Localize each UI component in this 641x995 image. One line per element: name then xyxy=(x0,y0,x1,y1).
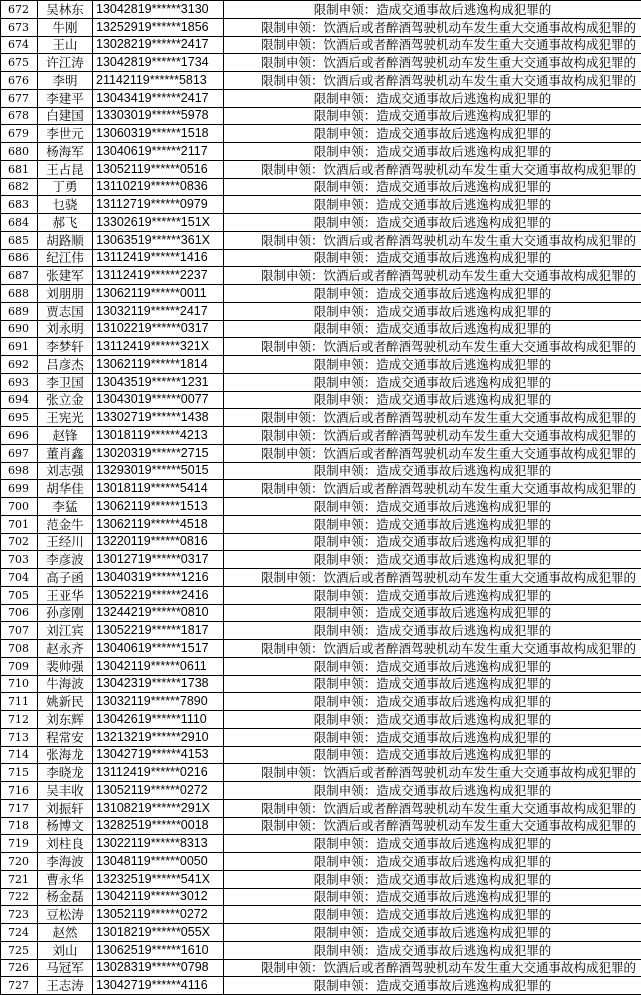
row-number-cell: 707 xyxy=(1,622,38,640)
name-cell: 丁勇 xyxy=(38,178,93,196)
restriction-reason-cell: 限制申领：造成交通事故后逃逸构成犯罪的 xyxy=(224,728,641,746)
restriction-reason-cell: 限制申领：饮酒后或者醉酒驾驶机动车发生重大交通事故构成犯罪的 xyxy=(224,959,641,977)
table-row xyxy=(1,54,641,72)
name-cell: 李梦轩 xyxy=(38,338,93,356)
row-number-cell: 684 xyxy=(1,214,38,232)
name-cell: 张海龙 xyxy=(38,746,93,764)
id-number-cell: 13043519******1231 xyxy=(93,373,224,391)
id-number-cell: 13022119******8313 xyxy=(93,835,224,853)
name-cell: 刘江宾 xyxy=(38,622,93,640)
table-row xyxy=(1,640,641,658)
restriction-reason-cell: 限制申领：饮酒后或者醉酒驾驶机动车发生重大交通事故构成犯罪的 xyxy=(224,18,641,36)
row-number-cell: 694 xyxy=(1,391,38,409)
name-cell: 赵锋 xyxy=(38,427,93,445)
name-cell: 贾志国 xyxy=(38,302,93,320)
name-cell: 刘朋朋 xyxy=(38,285,93,303)
name-cell: 刘柱良 xyxy=(38,835,93,853)
id-number-cell: 13052219******1817 xyxy=(93,622,224,640)
name-cell: 李明 xyxy=(38,72,93,90)
name-cell: 刘振轩 xyxy=(38,799,93,817)
name-cell: 王山 xyxy=(38,36,93,54)
row-number-cell: 720 xyxy=(1,853,38,871)
restriction-reason-cell: 限制申领：饮酒后或者醉酒驾驶机动车发生重大交通事故构成犯罪的 xyxy=(224,54,641,72)
id-number-cell: 13028319******0798 xyxy=(93,959,224,977)
table-row xyxy=(1,338,641,356)
id-number-cell: 13028219******2417 xyxy=(93,36,224,54)
id-number-cell: 13244219******0810 xyxy=(93,604,224,622)
row-number-cell: 692 xyxy=(1,356,38,374)
id-number-cell: 13012719******0317 xyxy=(93,551,224,569)
name-cell: 董肖鑫 xyxy=(38,444,93,462)
restriction-reason-cell: 限制申领：造成交通事故后逃逸构成犯罪的 xyxy=(224,1,641,19)
table-row xyxy=(1,533,641,551)
id-number-cell: 13018119******4213 xyxy=(93,427,224,445)
row-number-cell: 722 xyxy=(1,888,38,906)
id-number-cell: 13052119******0516 xyxy=(93,160,224,178)
id-number-cell: 13052119******0272 xyxy=(93,906,224,924)
restriction-reason-cell: 限制申领：饮酒后或者醉酒驾驶机动车发生重大交通事故构成犯罪的 xyxy=(224,427,641,445)
table-row xyxy=(1,231,641,249)
table-row xyxy=(1,160,641,178)
row-number-cell: 674 xyxy=(1,36,38,54)
row-number-cell: 718 xyxy=(1,817,38,835)
name-cell: 杨金磊 xyxy=(38,888,93,906)
row-number-cell: 688 xyxy=(1,285,38,303)
restriction-reason-cell: 限制申领：造成交通事故后逃逸构成犯罪的 xyxy=(224,586,641,604)
row-number-cell: 683 xyxy=(1,196,38,214)
table-row xyxy=(1,444,641,462)
table-row xyxy=(1,320,641,338)
table-row xyxy=(1,675,641,693)
table-row xyxy=(1,622,641,640)
table-row xyxy=(1,764,641,782)
restriction-reason-cell: 限制申领：造成交通事故后逃逸构成犯罪的 xyxy=(224,977,641,995)
table-row xyxy=(1,941,641,959)
name-cell: 牛刚 xyxy=(38,18,93,36)
table-row xyxy=(1,498,641,516)
row-number-cell: 708 xyxy=(1,640,38,658)
name-cell: 王亚华 xyxy=(38,586,93,604)
id-number-cell: 13063519******361X xyxy=(93,231,224,249)
table-row xyxy=(1,870,641,888)
id-number-cell: 13060319******1518 xyxy=(93,125,224,143)
name-cell: 李海波 xyxy=(38,853,93,871)
restriction-reason-cell: 限制申领：造成交通事故后逃逸构成犯罪的 xyxy=(224,143,641,161)
restriction-reason-cell: 限制申领：饮酒后或者醉酒驾驶机动车发生重大交通事故构成犯罪的 xyxy=(224,338,641,356)
restriction-reason-cell: 限制申领：饮酒后或者醉酒驾驶机动车发生重大交通事故构成犯罪的 xyxy=(224,640,641,658)
row-number-cell: 727 xyxy=(1,977,38,995)
name-cell: 李猛 xyxy=(38,498,93,516)
restriction-reason-cell: 限制申领：饮酒后或者醉酒驾驶机动车发生重大交通事故构成犯罪的 xyxy=(224,72,641,90)
name-cell: 杨博文 xyxy=(38,817,93,835)
restriction-reason-cell: 限制申领：造成交通事故后逃逸构成犯罪的 xyxy=(224,302,641,320)
row-number-cell: 689 xyxy=(1,302,38,320)
row-number-cell: 703 xyxy=(1,551,38,569)
table-row xyxy=(1,551,641,569)
restriction-reason-cell: 限制申领：造成交通事故后逃逸构成犯罪的 xyxy=(224,249,641,267)
name-cell: 姚新民 xyxy=(38,693,93,711)
table-row xyxy=(1,302,641,320)
restriction-reason-cell: 限制申领：造成交通事故后逃逸构成犯罪的 xyxy=(224,675,641,693)
table-row xyxy=(1,604,641,622)
table-row xyxy=(1,746,641,764)
id-number-cell: 13112719******0979 xyxy=(93,196,224,214)
id-number-cell: 13112419******1416 xyxy=(93,249,224,267)
name-cell: 李晓龙 xyxy=(38,764,93,782)
id-number-cell: 13108219******291X xyxy=(93,799,224,817)
id-number-cell: 13040619******1517 xyxy=(93,640,224,658)
row-number-cell: 705 xyxy=(1,586,38,604)
table-row xyxy=(1,924,641,942)
name-cell: 高子函 xyxy=(38,569,93,587)
restriction-reason-cell: 限制申领：饮酒后或者醉酒驾驶机动车发生重大交通事故构成犯罪的 xyxy=(224,409,641,427)
table-row xyxy=(1,18,641,36)
row-number-cell: 680 xyxy=(1,143,38,161)
restriction-reason-cell: 限制申领：造成交通事故后逃逸构成犯罪的 xyxy=(224,906,641,924)
row-number-cell: 696 xyxy=(1,427,38,445)
row-number-cell: 675 xyxy=(1,54,38,72)
id-number-cell: 13112419******321X xyxy=(93,338,224,356)
restriction-reason-cell: 限制申领：饮酒后或者醉酒驾驶机动车发生重大交通事故构成犯罪的 xyxy=(224,764,641,782)
restriction-reason-cell: 限制申领：造成交通事故后逃逸构成犯罪的 xyxy=(224,622,641,640)
name-cell: 王占昆 xyxy=(38,160,93,178)
table-row xyxy=(1,569,641,587)
table-row xyxy=(1,391,641,409)
name-cell: 李建平 xyxy=(38,89,93,107)
row-number-cell: 706 xyxy=(1,604,38,622)
id-number-cell: 13042119******3012 xyxy=(93,888,224,906)
row-number-cell: 695 xyxy=(1,409,38,427)
table-row xyxy=(1,89,641,107)
restriction-reason-cell: 限制申领：饮酒后或者醉酒驾驶机动车发生重大交通事故构成犯罪的 xyxy=(224,480,641,498)
table-row xyxy=(1,356,641,374)
name-cell: 张建军 xyxy=(38,267,93,285)
table-row xyxy=(1,586,641,604)
row-number-cell: 701 xyxy=(1,515,38,533)
table-row xyxy=(1,888,641,906)
restriction-reason-cell: 限制申领：造成交通事故后逃逸构成犯罪的 xyxy=(224,888,641,906)
row-number-cell: 672 xyxy=(1,1,38,19)
row-number-cell: 724 xyxy=(1,924,38,942)
restriction-reason-cell: 限制申领：造成交通事故后逃逸构成犯罪的 xyxy=(224,604,641,622)
table-row xyxy=(1,835,641,853)
row-number-cell: 725 xyxy=(1,941,38,959)
table-row xyxy=(1,782,641,800)
id-number-cell: 13062119******1513 xyxy=(93,498,224,516)
restriction-reason-cell: 限制申领：造成交通事故后逃逸构成犯罪的 xyxy=(224,515,641,533)
row-number-cell: 697 xyxy=(1,444,38,462)
name-cell: 牛海波 xyxy=(38,675,93,693)
name-cell: 程常安 xyxy=(38,728,93,746)
name-cell: 刘永明 xyxy=(38,320,93,338)
id-number-cell: 13018119******5414 xyxy=(93,480,224,498)
name-cell: 孙彦刚 xyxy=(38,604,93,622)
id-number-cell: 13110219******0836 xyxy=(93,178,224,196)
row-number-cell: 726 xyxy=(1,959,38,977)
name-cell: 郝飞 xyxy=(38,214,93,232)
restriction-reason-cell: 限制申领：饮酒后或者醉酒驾驶机动车发生重大交通事故构成犯罪的 xyxy=(224,267,641,285)
id-number-cell: 13112419******0216 xyxy=(93,764,224,782)
id-number-cell: 13032119******7890 xyxy=(93,693,224,711)
id-number-cell: 21142119******5813 xyxy=(93,72,224,90)
name-cell: 赵永齐 xyxy=(38,640,93,658)
name-cell: 吴林东 xyxy=(38,1,93,19)
name-cell: 纪江伟 xyxy=(38,249,93,267)
id-number-cell: 13112419******2237 xyxy=(93,267,224,285)
name-cell: 裴帅强 xyxy=(38,657,93,675)
table-row xyxy=(1,373,641,391)
restriction-reason-cell: 限制申领：造成交通事故后逃逸构成犯罪的 xyxy=(224,551,641,569)
table-row xyxy=(1,799,641,817)
table-row xyxy=(1,906,641,924)
id-number-cell: 13102219******0317 xyxy=(93,320,224,338)
table-row xyxy=(1,214,641,232)
row-number-cell: 693 xyxy=(1,373,38,391)
table-row xyxy=(1,196,641,214)
restriction-reason-cell: 限制申领：造成交通事故后逃逸构成犯罪的 xyxy=(224,373,641,391)
table-row xyxy=(1,462,641,480)
name-cell: 曹永华 xyxy=(38,870,93,888)
name-cell: 刘山 xyxy=(38,941,93,959)
record-table-body xyxy=(1,1,641,995)
name-cell: 王经川 xyxy=(38,533,93,551)
id-number-cell: 13303019******5978 xyxy=(93,107,224,125)
restriction-reason-cell: 限制申领：造成交通事故后逃逸构成犯罪的 xyxy=(224,782,641,800)
restriction-reason-cell: 限制申领：饮酒后或者醉酒驾驶机动车发生重大交通事故构成犯罪的 xyxy=(224,799,641,817)
id-number-cell: 13062119******4518 xyxy=(93,515,224,533)
restriction-reason-cell: 限制申领：造成交通事故后逃逸构成犯罪的 xyxy=(224,498,641,516)
row-number-cell: 723 xyxy=(1,906,38,924)
restriction-reason-cell: 限制申领：造成交通事故后逃逸构成犯罪的 xyxy=(224,746,641,764)
id-number-cell: 13040319******1216 xyxy=(93,569,224,587)
restriction-reason-cell: 限制申领：饮酒后或者醉酒驾驶机动车发生重大交通事故构成犯罪的 xyxy=(224,817,641,835)
name-cell: 王宪光 xyxy=(38,409,93,427)
id-number-cell: 13062119******1814 xyxy=(93,356,224,374)
row-number-cell: 721 xyxy=(1,870,38,888)
restriction-reason-cell: 限制申领：造成交通事故后逃逸构成犯罪的 xyxy=(224,107,641,125)
id-number-cell: 13213219******2910 xyxy=(93,728,224,746)
row-number-cell: 711 xyxy=(1,693,38,711)
name-cell: 刘志强 xyxy=(38,462,93,480)
restriction-reason-cell: 限制申领：造成交通事故后逃逸构成犯罪的 xyxy=(224,89,641,107)
table-row xyxy=(1,959,641,977)
table-row xyxy=(1,728,641,746)
table-row xyxy=(1,1,641,19)
row-number-cell: 715 xyxy=(1,764,38,782)
row-number-cell: 673 xyxy=(1,18,38,36)
name-cell: 李卫国 xyxy=(38,373,93,391)
id-number-cell: 13043419******2417 xyxy=(93,89,224,107)
table-row xyxy=(1,72,641,90)
row-number-cell: 678 xyxy=(1,107,38,125)
name-cell: 王志涛 xyxy=(38,977,93,995)
table-row xyxy=(1,249,641,267)
table-row xyxy=(1,409,641,427)
restriction-reason-cell: 限制申领：饮酒后或者醉酒驾驶机动车发生重大交通事故构成犯罪的 xyxy=(224,231,641,249)
restriction-reason-cell: 限制申领：造成交通事故后逃逸构成犯罪的 xyxy=(224,214,641,232)
name-cell: 杨海军 xyxy=(38,143,93,161)
row-number-cell: 716 xyxy=(1,782,38,800)
restriction-reason-cell: 限制申领：造成交通事故后逃逸构成犯罪的 xyxy=(224,391,641,409)
table-row xyxy=(1,267,641,285)
table-row xyxy=(1,125,641,143)
table-row xyxy=(1,427,641,445)
table-row xyxy=(1,711,641,729)
table-row xyxy=(1,657,641,675)
id-number-cell: 13043019******0077 xyxy=(93,391,224,409)
name-cell: 范金牛 xyxy=(38,515,93,533)
row-number-cell: 699 xyxy=(1,480,38,498)
restriction-reason-cell: 限制申领：造成交通事故后逃逸构成犯罪的 xyxy=(224,835,641,853)
id-number-cell: 13232519******541X xyxy=(93,870,224,888)
row-number-cell: 690 xyxy=(1,320,38,338)
id-number-cell: 13042119******0611 xyxy=(93,657,224,675)
id-number-cell: 13220119******0816 xyxy=(93,533,224,551)
table-row xyxy=(1,285,641,303)
restriction-reason-cell: 限制申领：造成交通事故后逃逸构成犯罪的 xyxy=(224,711,641,729)
row-number-cell: 681 xyxy=(1,160,38,178)
id-number-cell: 13042819******3130 xyxy=(93,1,224,19)
name-cell: 李世元 xyxy=(38,125,93,143)
name-cell: 乜骁 xyxy=(38,196,93,214)
table-row xyxy=(1,107,641,125)
table-row xyxy=(1,143,641,161)
name-cell: 胡华佳 xyxy=(38,480,93,498)
row-number-cell: 700 xyxy=(1,498,38,516)
row-number-cell: 677 xyxy=(1,89,38,107)
name-cell: 白建国 xyxy=(38,107,93,125)
table-row xyxy=(1,977,641,995)
name-cell: 马冠军 xyxy=(38,959,93,977)
name-cell: 张立金 xyxy=(38,391,93,409)
restriction-reason-cell: 限制申领：造成交通事故后逃逸构成犯罪的 xyxy=(224,320,641,338)
row-number-cell: 712 xyxy=(1,711,38,729)
id-number-cell: 13032119******2417 xyxy=(93,302,224,320)
table-row xyxy=(1,178,641,196)
id-number-cell: 13042819******1734 xyxy=(93,54,224,72)
restriction-reason-cell: 限制申领：造成交通事故后逃逸构成犯罪的 xyxy=(224,941,641,959)
table-row xyxy=(1,693,641,711)
row-number-cell: 714 xyxy=(1,746,38,764)
restriction-reason-cell: 限制申领：造成交通事故后逃逸构成犯罪的 xyxy=(224,196,641,214)
id-number-cell: 13048119******0050 xyxy=(93,853,224,871)
id-number-cell: 13052119******0272 xyxy=(93,782,224,800)
row-number-cell: 676 xyxy=(1,72,38,90)
name-cell: 吴丰收 xyxy=(38,782,93,800)
id-number-cell: 13062519******1610 xyxy=(93,941,224,959)
name-cell: 豆松涛 xyxy=(38,906,93,924)
row-number-cell: 679 xyxy=(1,125,38,143)
restriction-reason-cell: 限制申领：饮酒后或者醉酒驾驶机动车发生重大交通事故构成犯罪的 xyxy=(224,444,641,462)
id-number-cell: 13042719******4153 xyxy=(93,746,224,764)
id-number-cell: 13052219******2416 xyxy=(93,586,224,604)
id-number-cell: 13020319******2715 xyxy=(93,444,224,462)
name-cell: 赵然 xyxy=(38,924,93,942)
restriction-reason-cell: 限制申领：造成交通事故后逃逸构成犯罪的 xyxy=(224,924,641,942)
restriction-reason-cell: 限制申领：造成交通事故后逃逸构成犯罪的 xyxy=(224,462,641,480)
table-row xyxy=(1,515,641,533)
id-number-cell: 13282519******0018 xyxy=(93,817,224,835)
row-number-cell: 704 xyxy=(1,569,38,587)
table-row xyxy=(1,480,641,498)
row-number-cell: 719 xyxy=(1,835,38,853)
id-number-cell: 13062119******0011 xyxy=(93,285,224,303)
id-number-cell: 13302619******151X xyxy=(93,214,224,232)
id-number-cell: 13252919******1856 xyxy=(93,18,224,36)
restriction-reason-cell: 限制申领：造成交通事故后逃逸构成犯罪的 xyxy=(224,657,641,675)
id-number-cell: 13302719******1438 xyxy=(93,409,224,427)
table-row xyxy=(1,853,641,871)
restriction-reason-cell: 限制申领：造成交通事故后逃逸构成犯罪的 xyxy=(224,285,641,303)
row-number-cell: 717 xyxy=(1,799,38,817)
restriction-reason-cell: 限制申领：造成交通事故后逃逸构成犯罪的 xyxy=(224,853,641,871)
restriction-reason-cell: 限制申领：造成交通事故后逃逸构成犯罪的 xyxy=(224,533,641,551)
table-row xyxy=(1,817,641,835)
row-number-cell: 687 xyxy=(1,267,38,285)
row-number-cell: 698 xyxy=(1,462,38,480)
name-cell: 许江涛 xyxy=(38,54,93,72)
table-row xyxy=(1,36,641,54)
name-cell: 刘东辉 xyxy=(38,711,93,729)
restriction-reason-cell: 限制申领：饮酒后或者醉酒驾驶机动车发生重大交通事故构成犯罪的 xyxy=(224,36,641,54)
restriction-reason-cell: 限制申领：饮酒后或者醉酒驾驶机动车发生重大交通事故构成犯罪的 xyxy=(224,160,641,178)
row-number-cell: 713 xyxy=(1,728,38,746)
id-number-cell: 13042319******1738 xyxy=(93,675,224,693)
row-number-cell: 686 xyxy=(1,249,38,267)
row-number-cell: 691 xyxy=(1,338,38,356)
name-cell: 李彦波 xyxy=(38,551,93,569)
id-number-cell: 13018219******055X xyxy=(93,924,224,942)
id-number-cell: 13042619******1110 xyxy=(93,711,224,729)
row-number-cell: 709 xyxy=(1,657,38,675)
row-number-cell: 702 xyxy=(1,533,38,551)
id-number-cell: 13293019******5015 xyxy=(93,462,224,480)
id-number-cell: 13040619******2117 xyxy=(93,143,224,161)
restriction-reason-cell: 限制申领：造成交通事故后逃逸构成犯罪的 xyxy=(224,356,641,374)
row-number-cell: 710 xyxy=(1,675,38,693)
restriction-reason-cell: 限制申领：造成交通事故后逃逸构成犯罪的 xyxy=(224,125,641,143)
restriction-reason-cell: 限制申领：造成交通事故后逃逸构成犯罪的 xyxy=(224,693,641,711)
restriction-reason-cell: 限制申领：饮酒后或者醉酒驾驶机动车发生重大交通事故构成犯罪的 xyxy=(224,569,641,587)
name-cell: 胡路顺 xyxy=(38,231,93,249)
restriction-reason-cell: 限制申领：造成交通事故后逃逸构成犯罪的 xyxy=(224,178,641,196)
id-number-cell: 13042719******4116 xyxy=(93,977,224,995)
row-number-cell: 685 xyxy=(1,231,38,249)
row-number-cell: 682 xyxy=(1,178,38,196)
name-cell: 吕彦杰 xyxy=(38,356,93,374)
restriction-reason-cell: 限制申领：造成交通事故后逃逸构成犯罪的 xyxy=(224,870,641,888)
